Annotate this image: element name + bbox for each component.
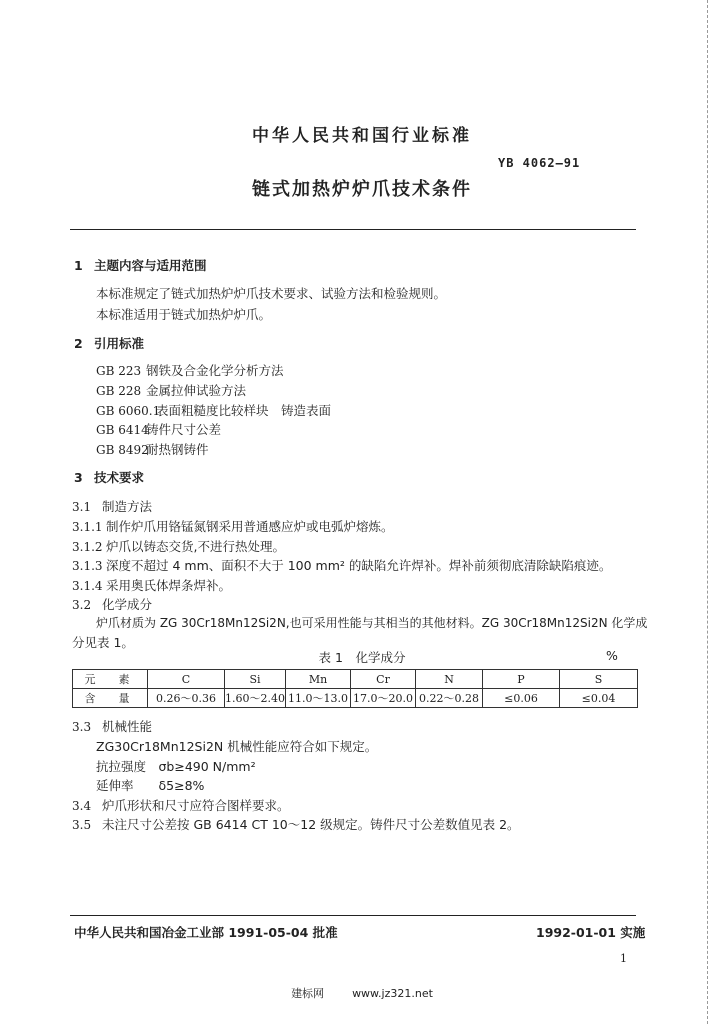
clause-text: 化学成分	[102, 597, 153, 612]
table-1-caption: 表 1 化学成分	[318, 650, 406, 665]
section-3-heading	[74, 468, 144, 486]
clause-text: 未注尺寸公差按 GB 6414 CT 10～12 级规定。铸件尺寸公差数值见表 2。	[102, 817, 520, 832]
table-header-cell: S	[560, 670, 638, 689]
table-cell: 含 量	[73, 689, 148, 708]
section-number: 3	[74, 470, 83, 485]
clause-3-1-3	[72, 556, 611, 574]
table-cell: 17.0～20.0	[351, 689, 416, 708]
clause-number: 3.4	[72, 799, 92, 813]
table-1-unit: %	[606, 648, 618, 663]
clause-text: 炉爪以铸态交货,不进行热处理。	[106, 539, 285, 554]
clause-text: 机械性能	[102, 719, 153, 734]
table-header-row	[73, 670, 638, 689]
reference-title: 表面粗糙度比较样块 铸造表面	[156, 403, 332, 418]
site-url: www.jz321.net	[352, 987, 433, 1000]
clause-text: 采用奥氏体焊条焊补。	[106, 578, 232, 593]
tensile-strength-line: 抗拉强度 σb≥490 N/mm²	[96, 759, 256, 774]
table-row	[73, 689, 638, 708]
elongation-line: 延伸率 δ5≥8%	[96, 778, 205, 793]
clause-3-3	[72, 717, 152, 735]
clause-3-1-1	[72, 517, 394, 535]
standard-code: YB 4062—91	[498, 156, 581, 170]
table-header-cell: Si	[225, 670, 286, 689]
clause-3-5	[72, 815, 520, 833]
reference-title: 钢铁及合金化学分析方法	[146, 363, 284, 378]
reference-title: 耐热钢铸件	[146, 442, 209, 457]
section-1-paragraph-1: 本标准规定了链式加热炉炉爪技术要求、试验方法和检验规则。	[96, 286, 447, 301]
clause-text: 制作炉爪用铬锰氮钢采用普通感应炉或电弧炉熔炼。	[106, 519, 394, 534]
clause-number: 3.1.2	[72, 540, 103, 554]
clause-number: 3.1.4	[72, 579, 103, 593]
reference-code: GB 6414	[96, 423, 149, 437]
section-1-paragraph-2: 本标准适用于链式加热炉炉爪。	[96, 307, 272, 322]
table-header-cell: C	[148, 670, 225, 689]
clause-number: 3.3	[72, 720, 92, 734]
reference-code: GB 228	[96, 384, 142, 398]
table-cell: ≤0.06	[483, 689, 560, 708]
clause-3-1-4	[72, 576, 231, 594]
table-header-cell: P	[483, 670, 560, 689]
reference-code: GB 6060.1	[96, 404, 161, 418]
clause-3-3-paragraph: ZG30Cr18Mn12Si2N 机械性能应符合如下规定。	[96, 739, 378, 754]
site-watermark	[0, 985, 724, 1001]
document-title: 链式加热炉炉爪技术条件	[252, 179, 472, 200]
clause-text: 炉爪形状和尺寸应符合图样要求。	[102, 798, 290, 813]
clause-3-1	[72, 497, 152, 515]
table-cell: ≤0.04	[560, 689, 638, 708]
section-number: 2	[74, 336, 83, 351]
standard-category-title: 中华人民共和国行业标准	[252, 126, 472, 146]
clause-number: 3.1	[72, 500, 92, 514]
section-2-heading	[74, 334, 144, 352]
clause-text: 深度不超过 4 mm、面积不大于 100 mm² 的缺陷允许焊补。焊补前须彻底清除缺陷痕迹。	[106, 558, 612, 573]
table-cell: 0.22～0.28	[416, 689, 483, 708]
reference-title: 铸件尺寸公差	[146, 422, 222, 437]
chemical-composition-table	[72, 669, 638, 708]
reference-item	[96, 381, 246, 399]
section-1-heading	[74, 256, 207, 274]
clause-number: 3.1.1	[72, 520, 103, 534]
reference-code: GB 223	[96, 364, 142, 378]
clause-3-2	[72, 595, 152, 613]
section-number: 1	[74, 258, 83, 273]
clause-text: 制造方法	[102, 499, 153, 514]
table-cell: 0.26～0.36	[148, 689, 225, 708]
clause-number: 3.5	[72, 818, 92, 832]
reference-title: 金属拉伸试验方法	[146, 383, 247, 398]
reference-item	[96, 361, 284, 379]
effective-date-statement: 1992-01-01 实施	[536, 925, 646, 940]
reference-item	[96, 420, 221, 438]
clause-3-4	[72, 796, 290, 814]
table-header-cell: N	[416, 670, 483, 689]
scan-edge-line	[707, 0, 708, 1024]
table-header-cell: Cr	[351, 670, 416, 689]
reference-item	[96, 440, 209, 458]
approval-statement: 中华人民共和国冶金工业部 1991-05-04 批准	[74, 925, 338, 940]
header-rule	[70, 229, 636, 230]
clause-3-2-paragraph-line-2: 分见表 1。	[72, 635, 134, 650]
section-title: 主题内容与适用范围	[94, 258, 207, 273]
section-title: 技术要求	[94, 470, 145, 485]
clause-3-1-2	[72, 537, 285, 555]
reference-item	[96, 401, 331, 419]
footer-rule	[70, 915, 636, 916]
clause-3-2-paragraph-line-1: 炉爪材质为 ZG 30Cr18Mn12Si2N,也可采用性能与其相当的其他材料。ZG 30Cr18Mn12Si2N 化学成	[96, 616, 648, 630]
page-number: 1	[620, 952, 627, 965]
table-cell: 11.0～13.0	[286, 689, 351, 708]
site-name: 建标网	[291, 987, 325, 1000]
section-title: 引用标准	[94, 336, 145, 351]
table-header-cell: Mn	[286, 670, 351, 689]
reference-code: GB 8492	[96, 443, 149, 457]
clause-number: 3.2	[72, 598, 92, 612]
table-header-cell: 元 素	[73, 670, 148, 689]
clause-number: 3.1.3	[72, 559, 103, 573]
table-cell: 1.60～2.40	[225, 689, 286, 708]
